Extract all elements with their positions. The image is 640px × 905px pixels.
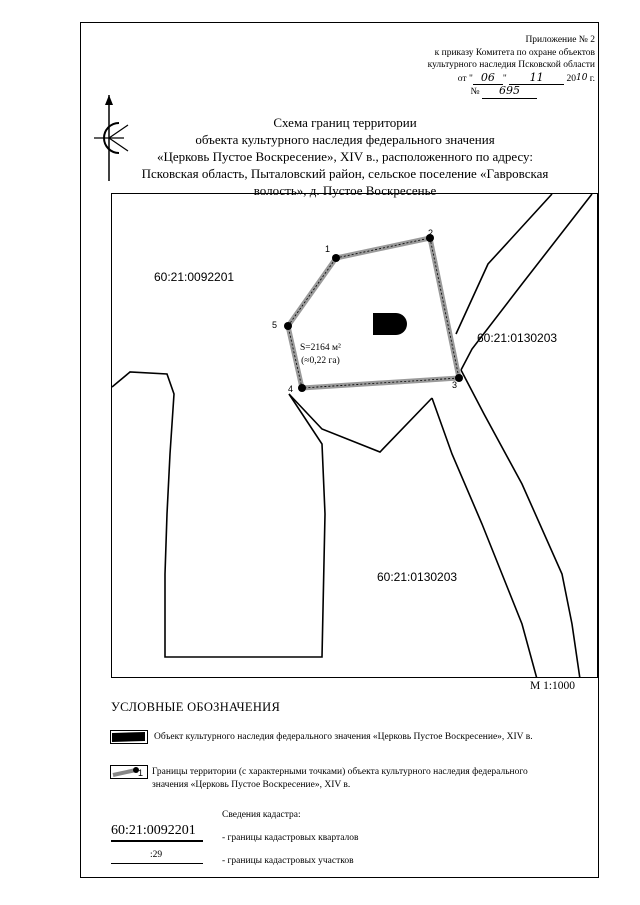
appendix-line-3: культурного наследия Псковской области	[427, 60, 595, 70]
church-icon	[373, 313, 407, 335]
area-label	[300, 342, 341, 368]
point-label-3: 3	[452, 380, 458, 390]
date-month: 11	[509, 72, 564, 86]
point-label-2: 2	[428, 228, 434, 238]
title-line-5: волость», д. Пустое Воскресенье	[253, 183, 437, 198]
boundary-point-5	[284, 322, 292, 330]
boundary-point-4	[298, 384, 306, 392]
appendix-number	[395, 85, 537, 99]
appendix-line-2: к приказу Комитета по охране объектов	[434, 47, 595, 58]
appendix-date: от " 06 " 11 2010 г.	[457, 70, 595, 84]
cadastre-quarter-line	[111, 840, 203, 842]
date-year-prefix: 20	[566, 73, 576, 84]
date-prefix: от	[457, 73, 467, 84]
point-label-4: 4	[288, 384, 294, 394]
title-line-2: объекта культурного наследия федерального значения	[195, 132, 495, 147]
date-year-suffix: 10	[575, 72, 588, 83]
area-hectares: (≈0,22 га)	[301, 356, 340, 366]
cadastre-parcel-text: - границы кадастровых участков	[222, 856, 354, 866]
map-scale: М 1:1000	[530, 680, 576, 692]
appendix-header	[395, 34, 595, 99]
point-label-1: 1	[325, 244, 331, 254]
scheme-title	[100, 114, 590, 199]
cadastre-quarter-text: - границы кадастровых кварталов	[222, 833, 359, 843]
lower-region-boundary	[289, 394, 432, 452]
boundary-point-1	[332, 254, 340, 262]
legend-item-territory-boundary	[152, 766, 528, 792]
heritage-object-symbol-icon	[110, 730, 148, 744]
legend-item-territory-line-1: Границы территории (с характерными точками) объекта культурного наследия федерального	[152, 767, 528, 777]
parcel-label-top-left: 60:21:0092201	[154, 270, 235, 284]
area-square-meters: S=2164 м²	[300, 343, 341, 353]
legend-point-sample: 1	[138, 768, 144, 778]
parcel-label-right: 60:21:0130203	[477, 331, 558, 345]
boundary-map	[111, 193, 598, 678]
title-line-1: Схема границ территории	[273, 115, 417, 130]
legend-title: УСЛОВНЫЕ ОБОЗНАЧЕНИЯ	[111, 700, 281, 714]
road-boundary-lower	[461, 370, 580, 678]
date-year-end: г.	[589, 73, 595, 84]
title-line-3: «Церковь Пустое Воскресение», XIV в., расположенного по адресу:	[156, 149, 533, 164]
cadastre-parcel-sample: :29	[150, 850, 163, 860]
cadastre-parcel-line	[111, 863, 203, 864]
appendix-line-1: Приложение № 2	[525, 35, 595, 45]
point-label-5: 5	[272, 320, 278, 330]
left-plot-boundary	[112, 372, 325, 657]
order-number: 695	[482, 85, 537, 99]
parcel-label-bottom: 60:21:0130203	[377, 570, 458, 584]
cadastre-quarter-sample: 60:21:0092201	[111, 823, 196, 838]
number-prefix: №	[470, 87, 480, 97]
road-boundary-lower-2	[432, 398, 537, 678]
legend-item-heritage-object: Объект культурного наследия федерального значения «Церковь Пустое Воскресение», XIV в.	[154, 732, 533, 742]
cadastre-heading: Сведения кадастра:	[222, 810, 301, 820]
date-day: 06	[473, 72, 503, 86]
title-line-4: Псковская область, Пыталовский район, сельское поселение «Гавровская	[141, 166, 549, 181]
legend-item-territory-line-2: значения «Церковь Пустое Воскресение», XIV в.	[152, 780, 351, 790]
